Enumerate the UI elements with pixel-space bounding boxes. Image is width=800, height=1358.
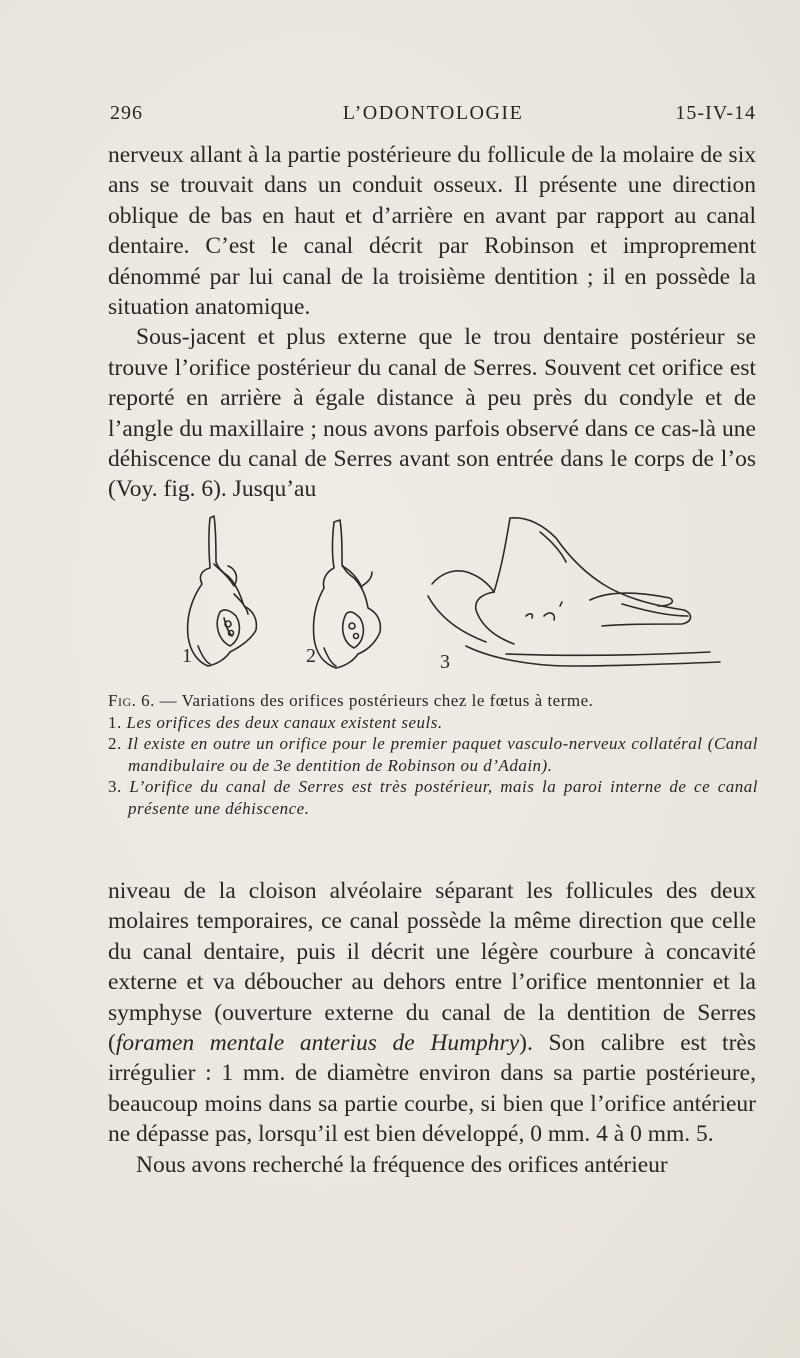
caption-item-number: 1. <box>108 712 122 732</box>
paragraph-1: nerveux allant à la partie postérieure du follicule de la molaire de six ans se trouvait dans un conduit osseux. Il présente une direction oblique de bas en haut et d’arrière en avant par rapport au canal dentaire. C’est le canal décrit par Robinson et improprement dénommé par lui canal de la troisième dentition ; il en possède la situation anatomique. <box>108 142 756 321</box>
caption-item <box>108 776 758 819</box>
figure-caption <box>108 690 758 820</box>
paragraph-3-italic: foramen mentale anterius de Humphry <box>115 1030 520 1057</box>
text-block-top <box>108 140 756 505</box>
caption-item <box>108 733 758 776</box>
running-header <box>110 102 756 132</box>
paragraph-2: Sous-jacent et plus externe que le trou dentaire postérieur se trouve l’orifice postérieur du canal de Serres. Souvent cet orifice est reporté en arrière à égale distance à peu près du condyle et de l’angle du maxillaire ; nous avons parfois observé dans ce cas-là une déhiscence du canal de Serres avant son entrée dans le corps de l’os (Voy. fig. 6). Jusqu’au <box>108 324 756 503</box>
specimen-3-drawing <box>428 518 720 666</box>
paragraph-4: Nous avons recherché la fréquence des orifices antérieur <box>136 1151 668 1178</box>
text-block-bottom <box>108 876 756 1180</box>
specimen-1-drawing <box>188 516 257 666</box>
caption-fig-label: Fig. 6. <box>108 691 155 710</box>
caption-item-text: Il existe en outre un orifice pour le premier paquet vasculo-nerveux collatéral (Canal mandibulaire ou de 3e dentition de Robinson ou d’Adain). <box>127 734 759 775</box>
issue-date: 15-IV-14 <box>675 102 756 124</box>
figure-6 <box>110 506 760 688</box>
caption-item <box>108 712 758 734</box>
caption-item-number: 2. <box>108 734 122 754</box>
caption-title <box>108 690 758 712</box>
page-number: 296 <box>110 102 143 124</box>
paragraph-3-start: niveau de la cloison alvéolaire séparant les follicules des deux molaires temporaires, ce canal possède la même direction que celle du canal dentaire, puis il décrit une légère courbure à concavité externe et va déboucher au dehors entre l’orifice mentonnier et la symphyse (ouverture externe du canal de la dentition de Serres ( <box>108 878 756 1057</box>
specimen-2-label: 2 <box>306 645 316 667</box>
paragraph-3 <box>108 876 756 1150</box>
figure-6-drawing <box>110 506 760 688</box>
paragraph-3-end: ). Son calibre est très irrégulier : 1 mm. de diamètre environ dans sa partie postérieure, beaucoup moins dans sa partie courbe, si bien que l’orifice antérieur ne dépasse pas, lorsqu’il est bien développé, 0 mm. 4 à 0 mm. 5. <box>108 1030 756 1148</box>
caption-fig-text: — Variations des orifices postérieurs chez le fœtus à terme. <box>154 691 594 710</box>
caption-item-text: Les orifices des deux canaux existent seuls. <box>126 712 443 732</box>
specimen-1-label: 1 <box>182 645 192 667</box>
specimen-2-drawing <box>313 520 380 668</box>
journal-title: L’ODONTOLOGIE <box>342 102 524 124</box>
specimen-3-label: 3 <box>440 651 450 673</box>
caption-item-text: L’orifice du canal de Serres est très postérieur, mais la paroi interne de ce canal présente une déhiscence. <box>128 777 758 818</box>
caption-item-number: 3. <box>108 777 122 797</box>
